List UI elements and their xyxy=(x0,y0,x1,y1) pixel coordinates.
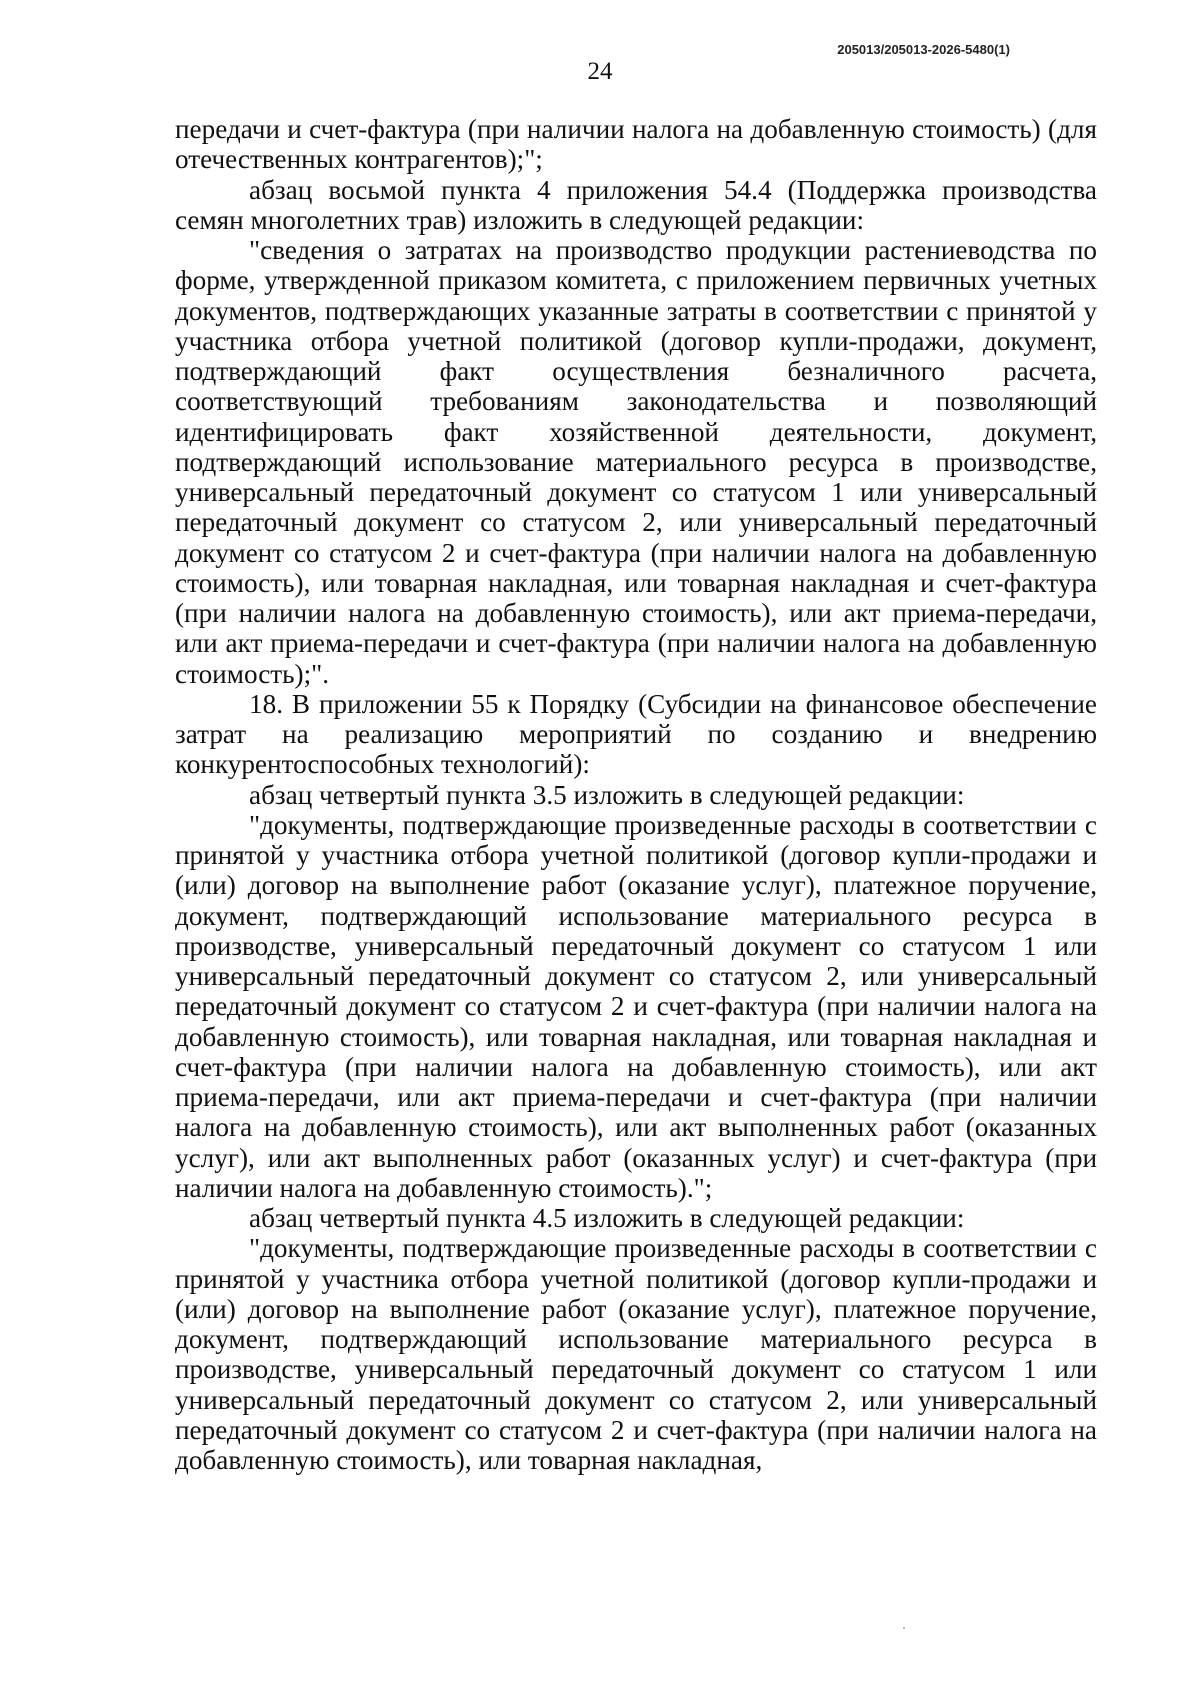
page-number: 24 xyxy=(587,58,613,85)
paragraph-amendment-54-4: абзац восьмой пункта 4 приложения 54.4 (Поддержка производства семян многолетних трав) изложить в следующей редакции: xyxy=(175,174,1097,235)
paragraph-item-18: 18. В приложении 55 к Порядку (Субсидии на финансовое обеспечение затрат на реализацию мероприятий по созданию и внедрению конкурентоспособных технологий): xyxy=(175,688,1097,780)
document-body xyxy=(175,114,1097,1475)
paragraph-amendment-4-5: абзац четвертый пункта 4.5 изложить в следующей редакции: xyxy=(249,1203,965,1233)
paragraph-quote-3-5: "документы, подтверждающие произведенные расходы в соответствии с принятой у участника отбора учетной политикой (договор купли-продажи и (или) договор на выполнение работ (оказание услуг), платежное поручение, документ, подтверждающий использование материального ресурса в производстве, универсальный передаточный документ со статусом 1 или универсальный передаточный документ со статусом 2, или универсальный передаточный документ со статусом 2 и счет-фактура (при наличии налога на добавленную стоимость), или товарная накладная, или товарная накладная и счет-фактура (при наличии налога на добавленную стоимость), или акт приема-передачи, или акт приема-передачи и счет-фактура (при наличии налога на добавленную стоимость), или акт выполненных работ (оказанных услуг), или акт выполненных работ (оказанных услуг) и счет-фактура (при наличии налога на добавленную стоимость)."; xyxy=(175,809,1097,1203)
paragraph-continuation: передачи и счет-фактура (при наличии налога на добавленную стоимость) (для отечественных контрагентов);"; xyxy=(175,114,1097,175)
document-registration-number: 205013/205013-2026-5480(1) xyxy=(837,42,1010,57)
paragraph-quote-seed-costs: "сведения о затратах на производство продукции растениеводства по форме, утвержденной приказом комитета, с приложением первичных учетных документов, подтверждающих указанные затраты в соответствии с принятой у участника отбора учетной политикой (договор купли-продажи, документ, подтверждающий факт осуществления безналичного расчета, соответствующий требованиям законодательства и позволяющий идентифицировать факт хозяйственной деятельности, документ, подтверждающий использование материального ресурса в производстве, универсальный передаточный документ со статусом 1 или универсальный передаточный документ со статусом 2, или универсальный передаточный документ со статусом 2 и счет-фактура (при наличии налога на добавленную стоимость), или товарная накладная, или товарная накладная и счет-фактура (при наличии налога на добавленную стоимость), или акт приема-передачи, или акт приема-передачи и счет-фактура (при наличии налога на добавленную стоимость);". xyxy=(175,235,1097,689)
scan-speck xyxy=(903,1627,905,1629)
paragraph-quote-4-5: "документы, подтверждающие произведенные расходы в соответствии с принятой у участника отбора учетной политикой (договор купли-продажи и (или) договор на выполнение работ (оказание услуг), платежное поручение, документ, подтверждающий использование материального ресурса в производстве, универсальный передаточный документ со статусом 1 или универсальный передаточный документ со статусом 2, или универсальный передаточный документ со статусом 2 и счет-фактура (при наличии налога на добавленную стоимость), или товарная накладная, xyxy=(175,1233,1097,1475)
paragraph-amendment-3-5: абзац четвертый пункта 3.5 изложить в следующей редакции: xyxy=(249,779,965,810)
